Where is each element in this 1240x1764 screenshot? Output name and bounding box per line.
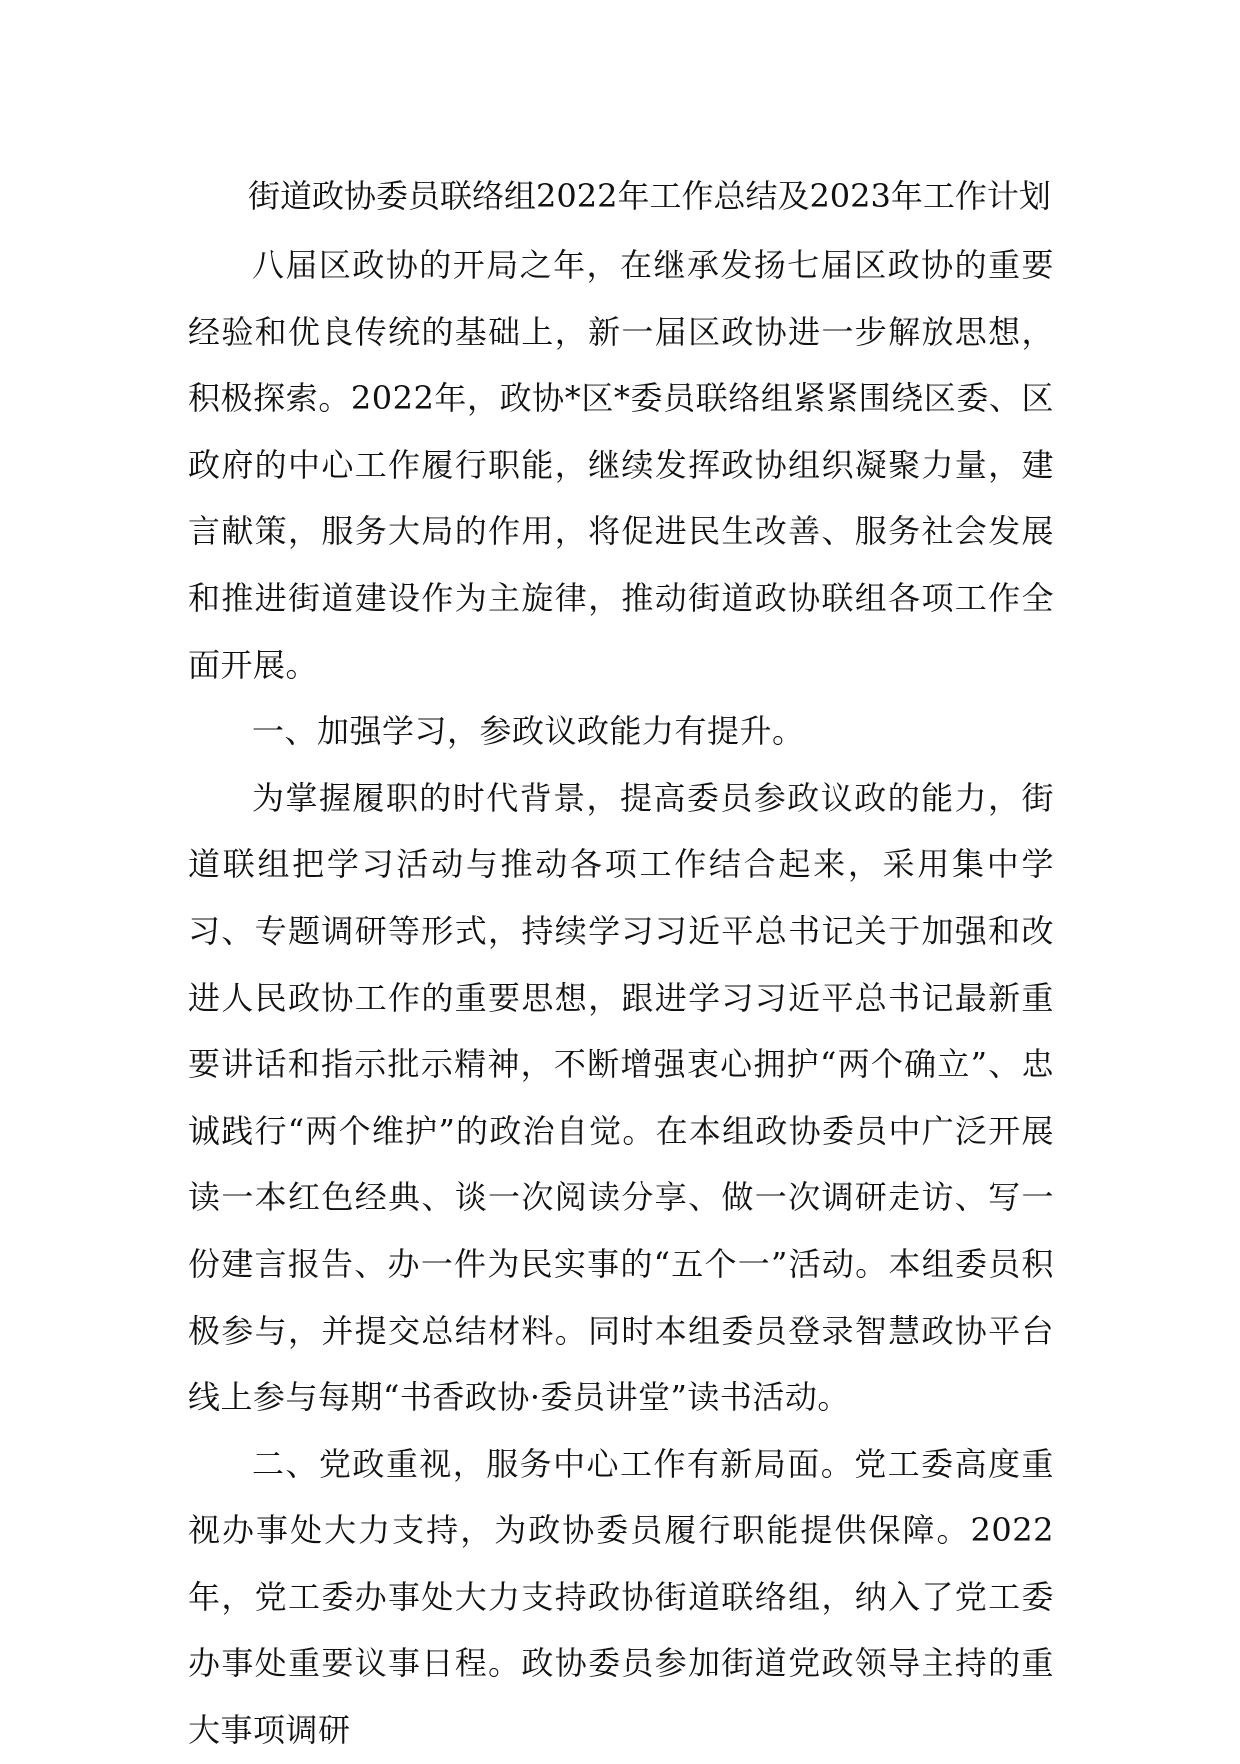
paragraph-study: 为掌握履职的时代背景，提高委员参政议政的能力，街道联组把学习活动与推动各项工作结合起来，采用集中学习、专题调研等形式，持续学习习近平总书记关于加强和改进人民政协工作的重要思想，跟进学习习近平总书记最新重要讲话和指示批示精神，不断增强衷心拥护“两个确立”、忠诚践行“两个维护”的政治自觉。在本组政协委员中广泛开展读一本红色经典、谈一次阅读分享、做一次调研走访、写一份建言报告、办一件为民实事的“五个一”活动。本组委员积极参与，并提交总结材料。同时本组委员登录智慧政协平台线上参与每期“书香政协·委员讲堂”读书活动。 bbox=[188, 778, 1054, 1417]
paragraph-intro: 八届区政协的开局之年，在继承发扬七届区政协的重要经验和优良传统的基础上，新一届区政协进一步解放思想，积极探索。2022年，政协*区*委员联络组紧紧围绕区委、区政府的中心工作履行职能，继续发挥政协组织凝聚力量，建言献策，服务大局的作用，将促进民生改善、服务社会发展和推进街道建设作为主旋律，推动街道政协联组各项工作全面开展。 bbox=[188, 246, 1054, 684]
document-title: 街道政协委员联络组2022年工作总结及2023年工作计划 bbox=[248, 177, 1051, 215]
paragraph-section-2: 二、党政重视，服务中心工作有新局面。党工委高度重视办事处大力支持，为政协委员履行职能提供保障。2022年，党工委办事处大力支持政协街道联络组，纳入了党工委办事处重要议事日程。政协委员参加街道党政领导主持的重大事项调研 bbox=[188, 1444, 1054, 1750]
document-body bbox=[188, 232, 1054, 1764]
section-heading-1: 一、加强学习，参政议政能力有提升。 bbox=[252, 712, 805, 751]
